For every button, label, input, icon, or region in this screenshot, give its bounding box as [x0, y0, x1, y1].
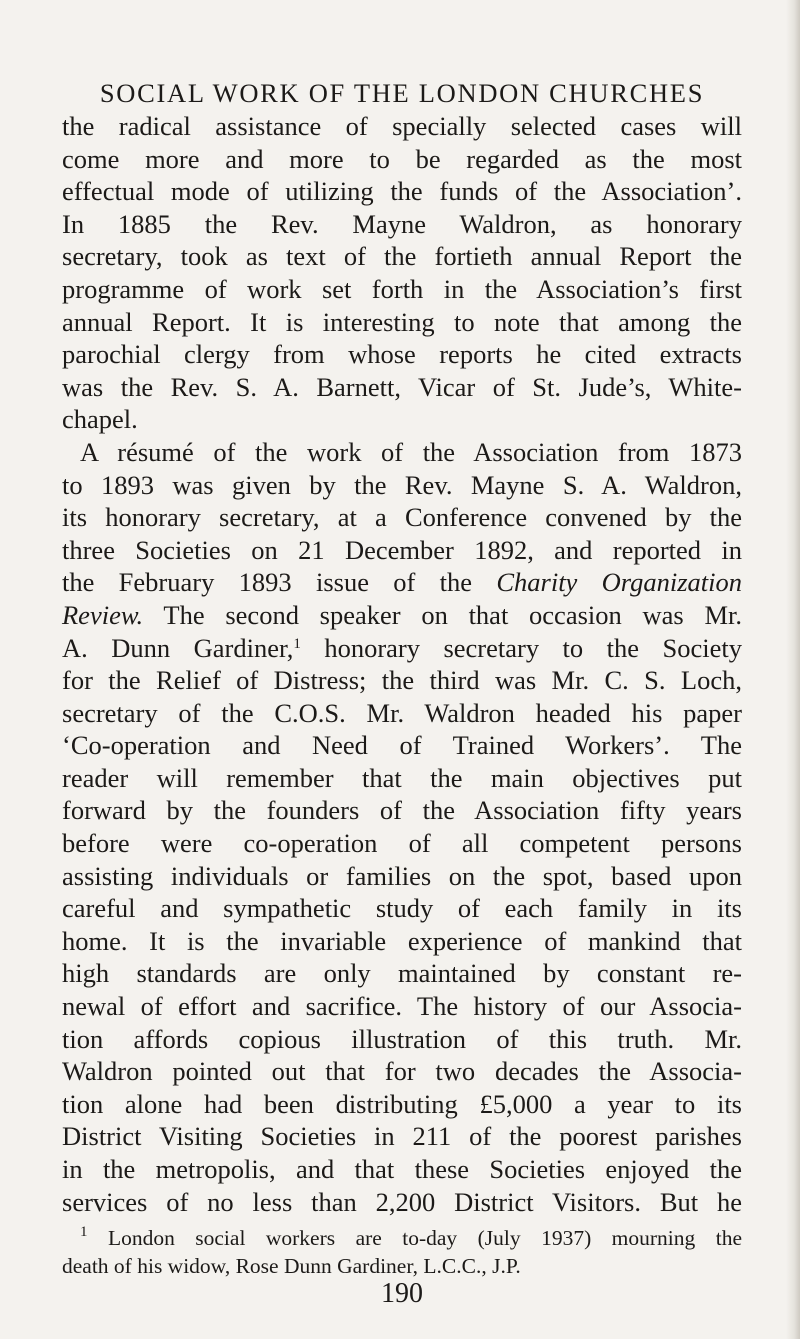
- text-line: annual Report. It is interesting to note that among the: [62, 306, 742, 337]
- text-line: services of no less than 2,200 District Visitors. But he: [62, 1186, 742, 1217]
- body-text: [62, 110, 742, 1218]
- text-line: District Visiting Societies in 211 of the poorest parishes: [62, 1121, 742, 1152]
- text-line: secretary, took as text of the fortieth annual Report the: [62, 241, 742, 272]
- text-line: parochial clergy from whose reports he cited extracts: [62, 339, 742, 370]
- text-line: its honorary secretary, at a Conference convened by the: [62, 502, 742, 533]
- text-line: to 1893 was given by the Rev. Mayne S. A. Waldron,: [62, 469, 742, 500]
- text-line: for the Relief of Distress; the third was Mr. C. S. Loch,: [62, 665, 742, 696]
- text-line: tion affords copious illustration of this truth. Mr.: [62, 1023, 742, 1054]
- text-line: come more and more to be regarded as the most: [62, 143, 742, 174]
- text-line: newal of effort and sacrifice. The history of our Associa-: [62, 991, 742, 1022]
- footnote: [62, 1224, 742, 1280]
- text-line: high standards are only maintained by constant re-: [62, 958, 742, 989]
- text-line: home. It is the invariable experience of mankind that: [62, 925, 742, 956]
- text-run: The second speaker on that occasion was Mr.: [143, 599, 742, 630]
- text-line: [62, 632, 742, 665]
- text-line: the radical assistance of specially selected cases will: [62, 111, 742, 141]
- text-line: chapel.: [62, 404, 138, 435]
- running-head: SOCIAL WORK OF THE LONDON CHURCHES: [99, 78, 705, 108]
- text-line: in the metropolis, and that these Societies enjoyed the: [62, 1154, 742, 1184]
- page-edge-shadow: [786, 0, 800, 1339]
- footnote-line: [62, 1224, 742, 1252]
- text-line: In 1885 the Rev. Mayne Waldron, as honorary: [62, 208, 742, 239]
- text-line: Waldron pointed out that for two decades the Associa-: [62, 1056, 742, 1087]
- text-line: assisting individuals or families on the spot, based upon: [62, 860, 742, 891]
- footnote-line: death of his widow, Rose Dunn Gardiner, L.C.C., J.P.: [62, 1254, 521, 1278]
- journal-title: Charity Organization: [496, 567, 742, 598]
- footnote-reference: 1: [293, 635, 301, 652]
- footnote-marker: 1: [80, 1224, 88, 1240]
- text-run: A. Dunn Gardiner,: [62, 632, 294, 663]
- text-line: three Societies on 21 December 1892, and reported in: [62, 534, 742, 565]
- text-line: tion alone had been distributing £5,000 a year to its: [62, 1088, 742, 1119]
- text-line: secretary of the C.O.S. Mr. Waldron headed his paper: [62, 697, 742, 728]
- text-run: honorary secretary to the Society: [300, 632, 742, 663]
- journal-title-cont: Review.: [62, 599, 144, 630]
- footnote-text: London social workers are to-day (July 1937) mourning the: [87, 1226, 742, 1250]
- text-line: before were co-operation of all competent persons: [62, 828, 742, 859]
- text-line: ‘Co-operation and Need of Trained Workers’. The: [62, 730, 742, 761]
- text-run: the February 1893 issue of the: [62, 567, 497, 598]
- text-line: programme of work set forth in the Association’s first: [62, 273, 742, 304]
- page-number: 190: [381, 1278, 423, 1309]
- text-line: effectual mode of utilizing the funds of the Association’.: [62, 176, 742, 207]
- text-line: reader will remember that the main objectives put: [62, 762, 742, 793]
- text-line: [62, 599, 742, 632]
- text-line: [62, 566, 742, 599]
- text-line: forward by the founders of the Association fifty years: [62, 795, 742, 826]
- text-line: was the Rev. S. A. Barnett, Vicar of St. Jude’s, White-: [62, 371, 742, 402]
- text-line: careful and sympathetic study of each family in its: [62, 893, 742, 924]
- text-line: A résumé of the work of the Association from 1873: [80, 436, 742, 467]
